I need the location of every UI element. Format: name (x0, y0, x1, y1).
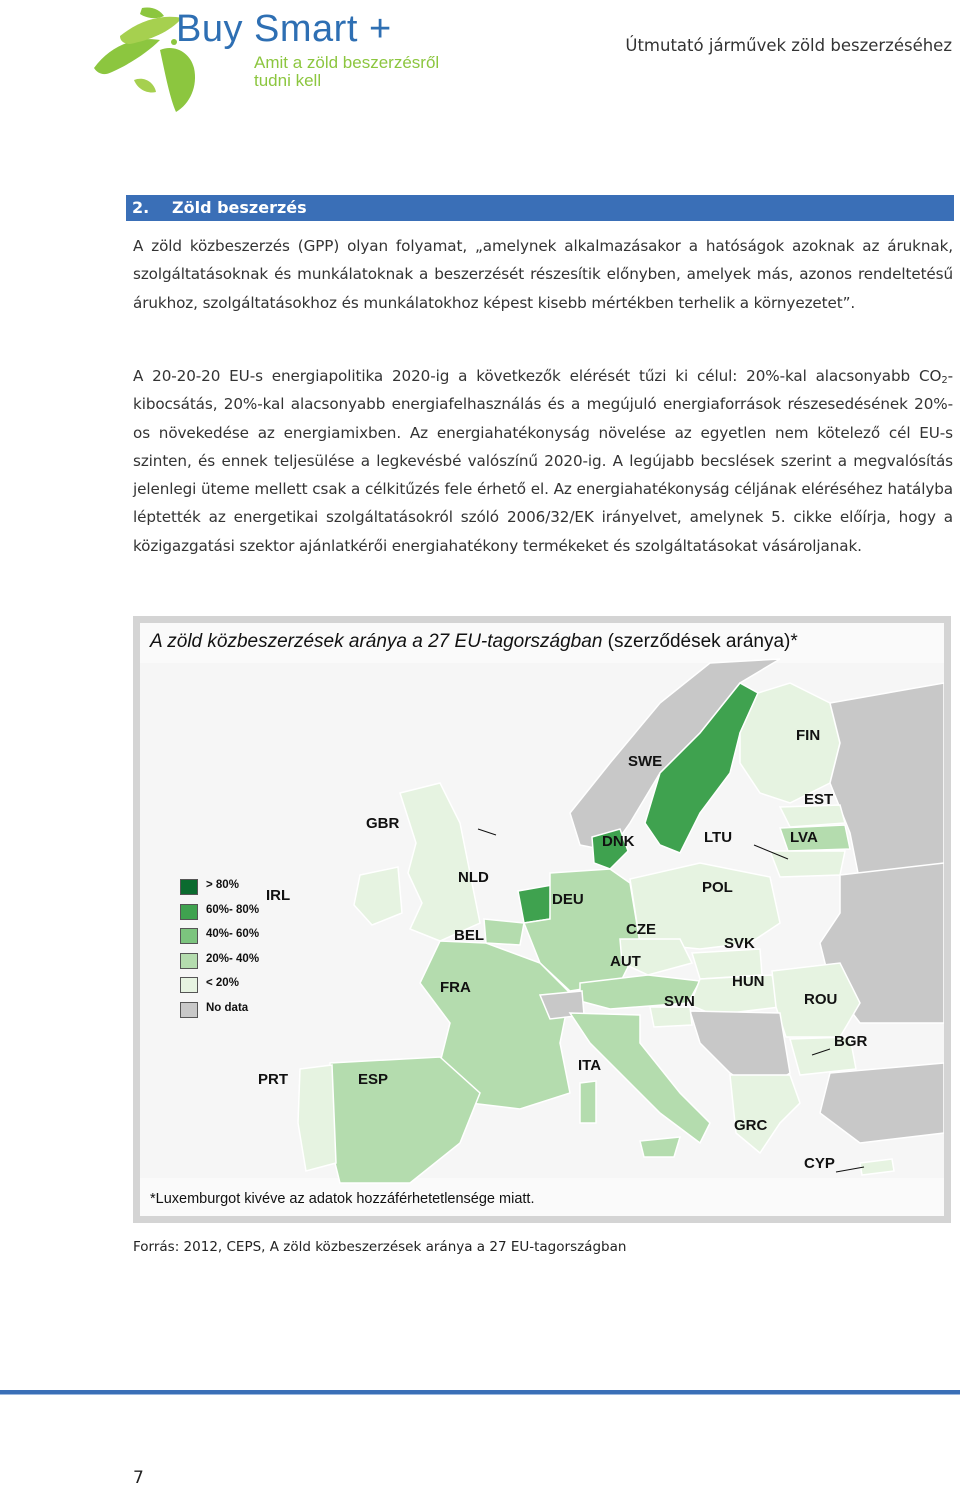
footer-divider (0, 1390, 960, 1395)
legend-label-40-60: 40%- 60% (206, 928, 260, 940)
map-title (150, 631, 798, 653)
legend-item-20-40 (180, 950, 260, 975)
netherlands-region (518, 885, 552, 923)
paragraph-energy-policy-part1: A 20-20-20 EU-s energiapolitika 2020-ig a következők elérését tűzi ki célul: 20%-kal alacsonyabb CO (133, 367, 942, 385)
legend-swatch-60-80 (180, 904, 198, 920)
map-title-suffix: (szerződések aránya)* (602, 631, 798, 652)
lithuania-region (770, 851, 845, 877)
map-footnote: *Luxemburgot kivéve az adatok hozzáférhetetlensége miatt. (150, 1191, 535, 1207)
country-label-deu: DEU (552, 891, 584, 908)
country-label-ita: ITA (578, 1057, 602, 1074)
section-heading (126, 195, 954, 221)
country-label-pol: POL (702, 879, 733, 896)
legend-item-no-data (180, 999, 254, 1024)
country-label-dnk: DNK (602, 833, 635, 850)
legend-item-60-80 (180, 901, 260, 926)
logo-title: Buy Smart + (176, 8, 392, 50)
legend-item-40-60 (180, 925, 260, 950)
legend-label-no-data: No data (206, 1001, 249, 1014)
europe-map (140, 623, 944, 1216)
logo-subtitle (254, 54, 439, 90)
country-label-bgr: BGR (834, 1033, 868, 1050)
map-legend (180, 876, 260, 1023)
figure-source: Forrás: 2012, CEPS, A zöld közbeszerzések aránya a 27 EU-tagországban (133, 1239, 627, 1255)
country-label-grc: GRC (734, 1117, 768, 1134)
country-label-nld: NLD (458, 869, 489, 886)
map-title-main: A zöld közbeszerzések aránya a 27 EU-tagországban (150, 631, 603, 652)
legend-swatch-20-40 (180, 953, 198, 969)
country-label-fin: FIN (796, 727, 821, 744)
country-label-lva: LVA (790, 829, 818, 846)
country-label-ltu: LTU (704, 829, 733, 846)
buy-smart-logo (90, 6, 470, 118)
document-title: Útmutató járművek zöld beszerzéséhez (625, 36, 952, 55)
estonia-region (780, 805, 845, 827)
portugal-region (298, 1065, 336, 1171)
legend-label-60-80: 60%- 80% (206, 903, 260, 916)
slovenia-region (650, 1007, 692, 1027)
legend-item-under-20 (180, 974, 254, 999)
logo-subtitle-line2: tudni kell (254, 71, 322, 90)
logo-subtitle-line1: Amit a zöld beszerzésről (254, 53, 440, 72)
country-label-swe: SWE (628, 753, 663, 770)
legend-label-over-80: > 80% (206, 879, 239, 891)
country-label-est: EST (804, 791, 834, 808)
belgium-region (484, 919, 524, 945)
country-label-irl: IRL (266, 887, 291, 904)
sicily-region (640, 1137, 680, 1157)
legend-item-over-80 (180, 876, 254, 901)
country-label-esp: ESP (358, 1071, 389, 1088)
legend-swatch-over-80 (180, 879, 198, 895)
gpp-map-figure (133, 616, 951, 1223)
section-title: Zöld beszerzés (172, 198, 307, 217)
finland-region (740, 683, 840, 803)
country-label-prt: PRT (258, 1071, 288, 1088)
sardinia-region (580, 1081, 596, 1123)
legend-swatch-under-20 (180, 977, 198, 993)
country-label-gbr: GBR (366, 815, 400, 832)
country-label-aut: AUT (610, 953, 641, 970)
paragraph-energy-policy-part2: -kibocsátás, 20%-kal alacsonyabb energiafelhasználás és a megújuló energiaforrások részesedésének 20%-os növekedése az energiamixben. Az energiahatékonyság növelése az egyetlen nem kötelező cél EU-s szinten, és ennek teljesülése a legkevésbé valószínű 2020-ig. A legújabb becslések szerint a megvalósítás jelenlegi üteme mellett csak a célkitűzés fele érhető el. Az energiahatékonyság céljának eléréséhez hatályba léptették az energetikai szolgáltatásokról szóló 2006/32/EK irányelvet, amelynek 5. cikke előírja, hogy a közigazgatási szektor ajánlatkérői energiahatékony termékeket és szolgáltatásokat vásároljanak. (133, 367, 953, 555)
country-label-cyp: CYP (804, 1155, 835, 1172)
section-number: 2. (132, 198, 150, 217)
country-label-rou: ROU (804, 991, 838, 1008)
country-label-hun: HUN (732, 973, 765, 990)
paragraph-gpp-definition: A zöld közbeszerzés (GPP) olyan folyamat, „amelynek alkalmazásakor a hatóságok azoknak az áruknak, szolgáltatásoknak és munkálatoknak a beszerzését részesítik előnyben, amelyek más, azonos rendeltetésű árukhoz, szolgáltatásokhoz és munkálatokhoz képest kisebb mértékben terhelik a környezetet”. (133, 237, 953, 312)
page-number: 7 (133, 1468, 144, 1486)
country-label-svn: SVN (664, 993, 695, 1010)
country-label-bel: BEL (454, 927, 484, 944)
country-label-svk: SVK (724, 935, 755, 952)
legend-swatch-40-60 (180, 928, 198, 944)
co2-subscript: 2 (941, 375, 948, 386)
country-label-fra: FRA (440, 979, 471, 996)
legend-swatch-no-data (180, 1002, 198, 1018)
map-canvas (140, 623, 944, 1216)
paragraph-energy-policy (133, 362, 953, 560)
legend-label-20-40: 20%- 40% (206, 952, 260, 965)
country-label-cze: CZE (626, 921, 656, 938)
legend-label-under-20: < 20% (206, 977, 239, 989)
